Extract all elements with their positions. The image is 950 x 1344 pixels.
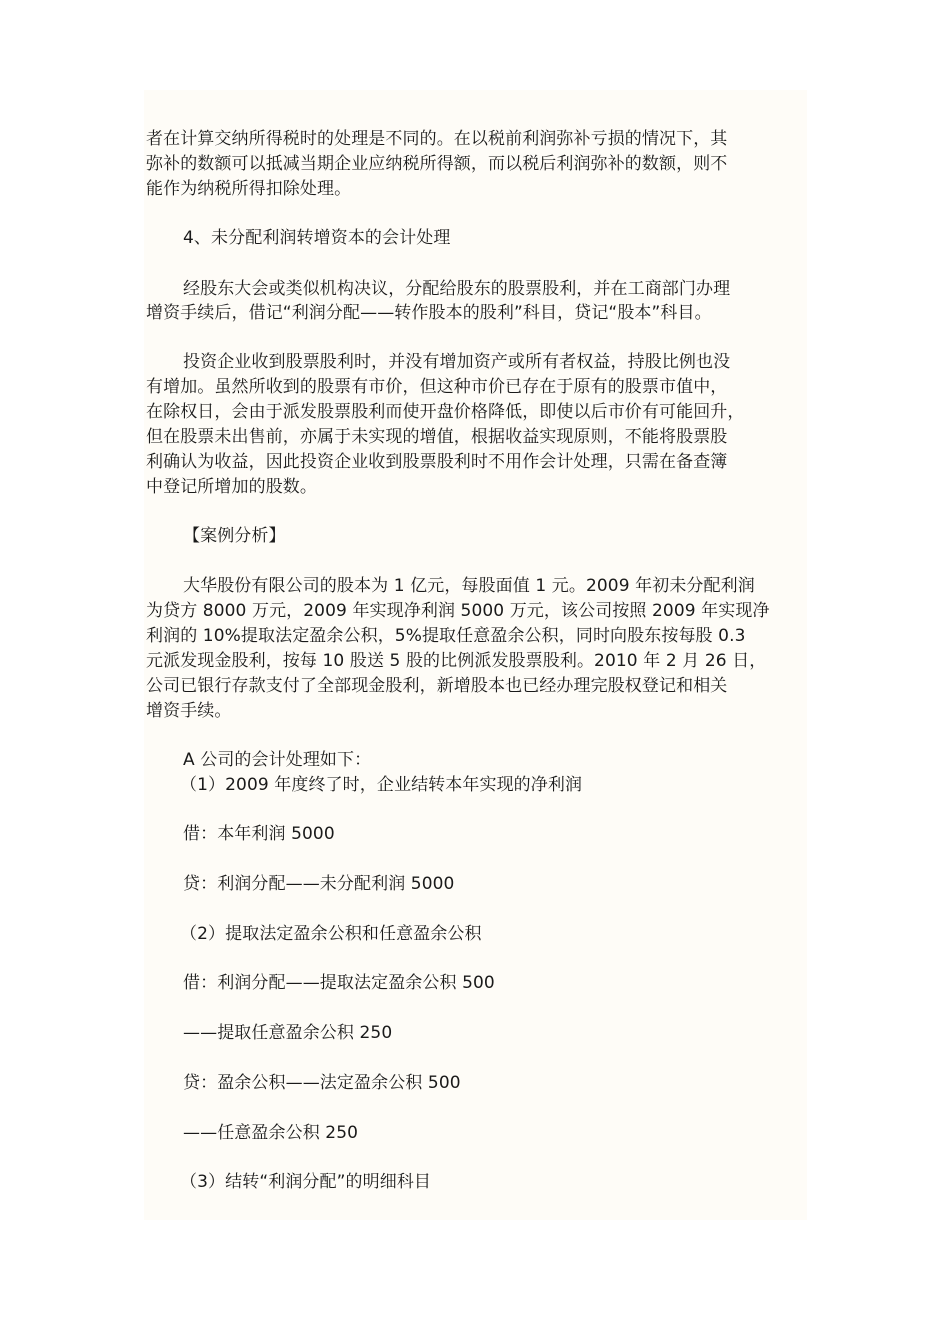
journal-entry-line: ——任意盈余公积 250 — [183, 1123, 359, 1143]
body-text-line: 在除权日，会由于派发股票股利而使开盘价格降低，即使以后市价有可能回升， — [146, 402, 745, 422]
entry-step-heading: （3）结转“利润分配”的明细科目 — [180, 1172, 432, 1192]
entry-step-heading: （2）提取法定盈余公积和任意盈余公积 — [180, 924, 482, 944]
body-text-line: 元派发现金股利，按每 10 股送 5 股的比例派发股票股利。2010 年 2 月 26 日， — [146, 651, 767, 671]
body-text-line: 公司已银行存款支付了全部现金股利，新增股本也已经办理完股权登记和相关 — [146, 676, 728, 696]
body-text-line: 增资手续。 — [146, 701, 232, 721]
journal-entry-line: 借：利润分配——提取法定盈余公积 500 — [183, 973, 495, 993]
body-text-line: 弥补的数额可以抵减当期企业应纳税所得额，而以税后利润弥补的数额，则不 — [146, 154, 728, 174]
body-text-line: 利确认为收益，因此投资企业收到股票股利时不用作会计处理，只需在备查簿 — [146, 452, 728, 472]
body-text-line: 增资手续后，借记“利润分配——转作股本的股利”科目，贷记“股本”科目。 — [146, 303, 712, 323]
body-text-line: 中登记所增加的股数。 — [146, 477, 317, 497]
body-text-line: 利润的 10%提取法定盈余公积，5%提取任意盈余公积，同时向股东按每股 0.3 — [146, 626, 746, 646]
journal-entry-line: 借：本年利润 5000 — [183, 824, 335, 844]
entry-step-heading: （1）2009 年度终了时，企业结转本年实现的净利润 — [180, 775, 583, 795]
section-heading: 4、未分配利润转增资本的会计处理 — [183, 228, 451, 248]
body-text-line: 为贷方 8000 万元，2009 年实现净利润 5000 万元，该公司按照 2009 年实现净 — [146, 601, 770, 621]
entries-intro: A 公司的会计处理如下： — [183, 750, 372, 770]
journal-entry-line: 贷：利润分配——未分配利润 5000 — [183, 874, 455, 894]
case-heading: 【案例分析】 — [183, 526, 286, 546]
journal-entry-line: ——提取任意盈余公积 250 — [183, 1023, 393, 1043]
body-text-line: 能作为纳税所得扣除处理。 — [146, 179, 352, 199]
body-text-line: 有增加。虽然所收到的股票有市价，但这种市价已存在于原有的股票市值中， — [146, 377, 728, 397]
body-text-line: 者在计算交纳所得税时的处理是不同的。在以税前利润弥补亏损的情况下，其 — [146, 129, 728, 149]
body-text-line: 经股东大会或类似机构决议，分配给股东的股票股利，并在工商部门办理 — [183, 279, 731, 299]
journal-entry-line: 贷：盈余公积——法定盈余公积 500 — [183, 1073, 461, 1093]
body-text-line: 大华股份有限公司的股本为 1 亿元，每股面值 1 元。2009 年初未分配利润 — [183, 576, 755, 596]
body-text-line: 投资企业收到股票股利时，并没有增加资产或所有者权益，持股比例也没 — [183, 352, 731, 372]
body-text-line: 但在股票未出售前，亦属于未实现的增值，根据收益实现原则，不能将股票股 — [146, 427, 728, 447]
